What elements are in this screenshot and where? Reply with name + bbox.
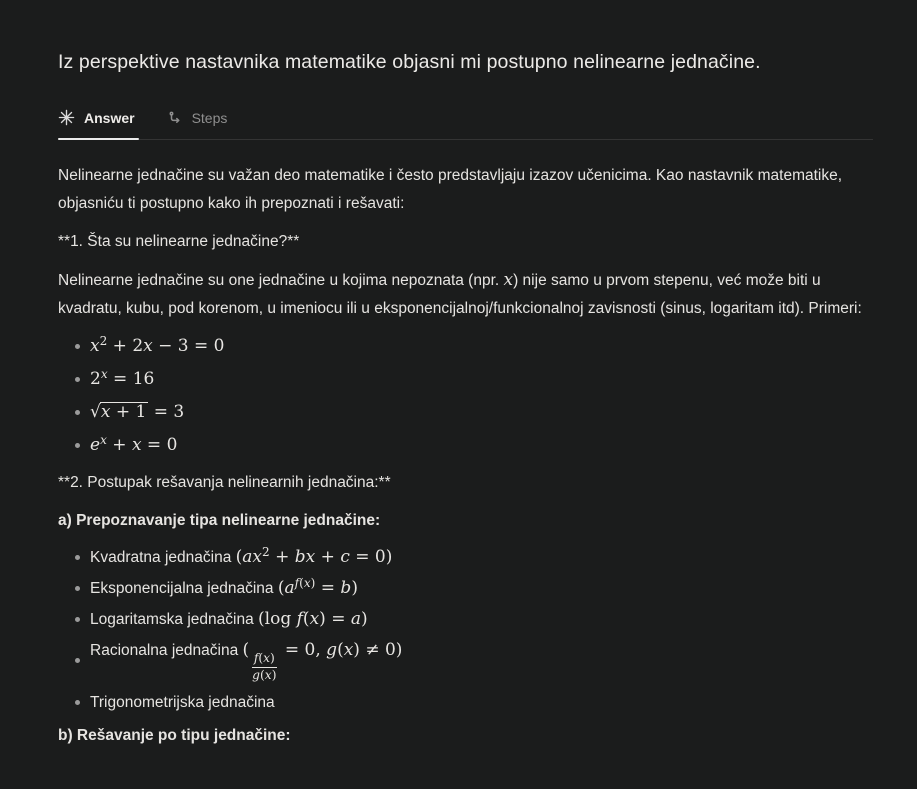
type-math: ( $\frac{f(x)}{g(x)}$ = 0, g(x) ≠ 0) bbox=[242, 640, 403, 682]
subheading-a: a) Prepoznavanje tipa nelinearne jednačine: bbox=[58, 512, 381, 529]
tab-steps-label: Steps bbox=[191, 109, 228, 126]
list-item bbox=[58, 432, 873, 459]
section-heading-2: **2. Postupak rešavanja nelinearnih jednačina:** bbox=[58, 474, 391, 491]
asterisk-burst-icon bbox=[58, 109, 75, 126]
type-label: Racionalna jednačina bbox=[90, 642, 243, 659]
list-item bbox=[58, 399, 873, 426]
tab-answer-label: Answer bbox=[84, 109, 135, 126]
type-label: Kvadratna jednačina bbox=[90, 549, 236, 566]
list-item bbox=[58, 607, 873, 632]
list-item bbox=[58, 638, 873, 684]
list-item bbox=[58, 545, 873, 570]
example-equations-list bbox=[58, 333, 873, 459]
section-heading-1: **1. Šta su nelinearne jednačine?** bbox=[58, 233, 300, 250]
definition-paragraph bbox=[58, 266, 873, 323]
inline-math-x: x bbox=[503, 270, 514, 290]
list-item bbox=[58, 333, 873, 360]
type-label: Logaritamska jednačina bbox=[90, 611, 259, 628]
equation-e-example: $e^x + x = 0$ bbox=[90, 433, 178, 455]
definition-text-before: Nelinearne jednačine su one jednačine u kojima nepoznata (npr. bbox=[58, 272, 504, 289]
subheading-b: b) Rešavanje po tipu jednačine: bbox=[58, 726, 291, 744]
answer-body bbox=[58, 140, 873, 747]
type-label: Trigonometrijska jednačina bbox=[90, 693, 275, 711]
equation-quadratic-example: $x^2 + 2x - 3 = 0$ bbox=[90, 334, 225, 356]
type-math: ($ax^2$ + bx + c = 0) bbox=[235, 545, 393, 567]
intro-paragraph: Nelinearne jednačine su važan deo matematike i često predstavljaju izazov učenicima. Kao nastavnik matematike, objasniću ti postupno kako ih prepoznati i rešavati: bbox=[58, 167, 843, 212]
equation-radical-example: √x + 1 = 3 bbox=[90, 402, 185, 422]
type-math: $(a^{f(x)} = b)$ bbox=[277, 576, 358, 598]
equation-exponential-example: $2^x = 16$ bbox=[90, 367, 155, 389]
steps-branch-icon bbox=[167, 110, 183, 126]
type-math: (log f(x) = a) bbox=[258, 609, 368, 629]
list-item bbox=[58, 366, 873, 393]
list-item bbox=[58, 576, 873, 601]
list-item bbox=[58, 690, 873, 715]
tab-answer[interactable] bbox=[58, 107, 137, 139]
tab-bar bbox=[58, 107, 873, 140]
definition-text-after: ) nije samo u prvom stepenu, već može biti u kvadratu, kubu, pod korenom, u imeniocu ili u eksponencijalnoj/funkcionalnoj zavisnosti (sinus, logaritam itd). Primeri: bbox=[58, 272, 862, 317]
equation-types-list bbox=[58, 545, 873, 715]
page-title: Iz perspektive nastavnika matematike objasni mi postupno nelinearne jednačine. bbox=[58, 51, 761, 73]
type-label: Eksponencijalna jednačina bbox=[90, 580, 278, 597]
tab-steps[interactable] bbox=[167, 107, 230, 139]
